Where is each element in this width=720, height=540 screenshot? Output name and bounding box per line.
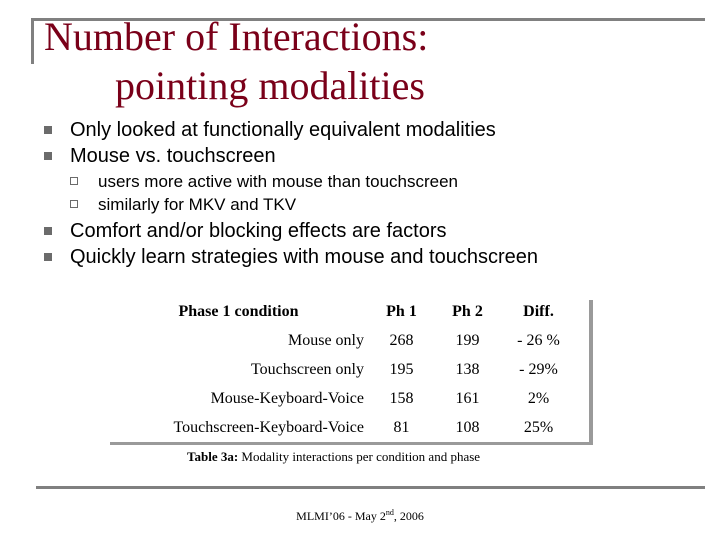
- bullet-text: Mouse vs. touchscreen: [70, 145, 276, 167]
- table-cell: 2%: [527, 389, 550, 407]
- slide-footer: [0, 509, 720, 524]
- table-cell: 158: [389, 389, 414, 407]
- title-line-1: Number of Interactions:: [44, 14, 429, 59]
- bullet-text: Only looked at functionally equivalent modalities: [70, 119, 496, 141]
- table-shadow-right: [589, 300, 593, 445]
- subbullet-text: similarly for MKV and TKV: [98, 195, 297, 214]
- square-bullet-icon: [44, 152, 52, 160]
- square-bullet-icon: [44, 253, 52, 261]
- table-cell: Touchscreen only: [250, 360, 364, 378]
- bullet-text: Comfort and/or blocking effects are factors: [70, 220, 447, 242]
- table-row: [107, 413, 575, 442]
- table-caption: [187, 449, 480, 465]
- caption-label: Table 3a:: [187, 449, 239, 464]
- table-cell: 161: [455, 389, 480, 407]
- hollow-square-bullet-icon: [70, 200, 78, 208]
- square-bullet-icon: [44, 227, 52, 235]
- footer-divider: [36, 486, 705, 489]
- table-cell: - 29%: [519, 360, 558, 378]
- data-table: [107, 297, 575, 442]
- table-header-cell: Diff.: [523, 302, 554, 320]
- frame-left-line: [31, 18, 34, 64]
- table-header-cell: Phase 1 condition: [178, 302, 299, 320]
- slide-title: [44, 12, 684, 110]
- table-cell: 81: [393, 418, 410, 436]
- table-cell: Mouse only: [288, 331, 364, 349]
- table-cell: 108: [455, 418, 480, 436]
- table-header-row: [107, 297, 575, 326]
- subbullet-text: users more active with mouse than touchscreen: [98, 172, 459, 191]
- table-cell: 138: [455, 360, 480, 378]
- bullet-text: Quickly learn strategies with mouse and touchscreen: [70, 246, 539, 268]
- table-header-cell: Ph 1: [386, 302, 417, 320]
- title-line-2: pointing modalities: [115, 63, 425, 108]
- table-row: [107, 326, 575, 355]
- table-cell: - 26 %: [517, 331, 560, 349]
- table-header-cell: Ph 2: [452, 302, 483, 320]
- table-cell: 25%: [523, 418, 554, 436]
- square-bullet-icon: [44, 126, 52, 134]
- table-shadow-bottom: [110, 442, 593, 445]
- table-cell: 199: [455, 331, 480, 349]
- footer-superscript: nd: [385, 508, 394, 517]
- caption-text: Modality interactions per condition and phase: [238, 449, 481, 464]
- table-row: [107, 355, 575, 384]
- hollow-square-bullet-icon: [70, 177, 78, 185]
- table-cell: Touchscreen-Keyboard-Voice: [173, 418, 364, 436]
- footer-suffix: , 2006: [393, 509, 424, 523]
- table-cell: 268: [389, 331, 414, 349]
- table-row: [107, 384, 575, 413]
- table-cell: 195: [389, 360, 414, 378]
- table-cell: Mouse-Keyboard-Voice: [210, 389, 364, 407]
- footer-prefix: MLMI’06 - May 2: [296, 509, 386, 523]
